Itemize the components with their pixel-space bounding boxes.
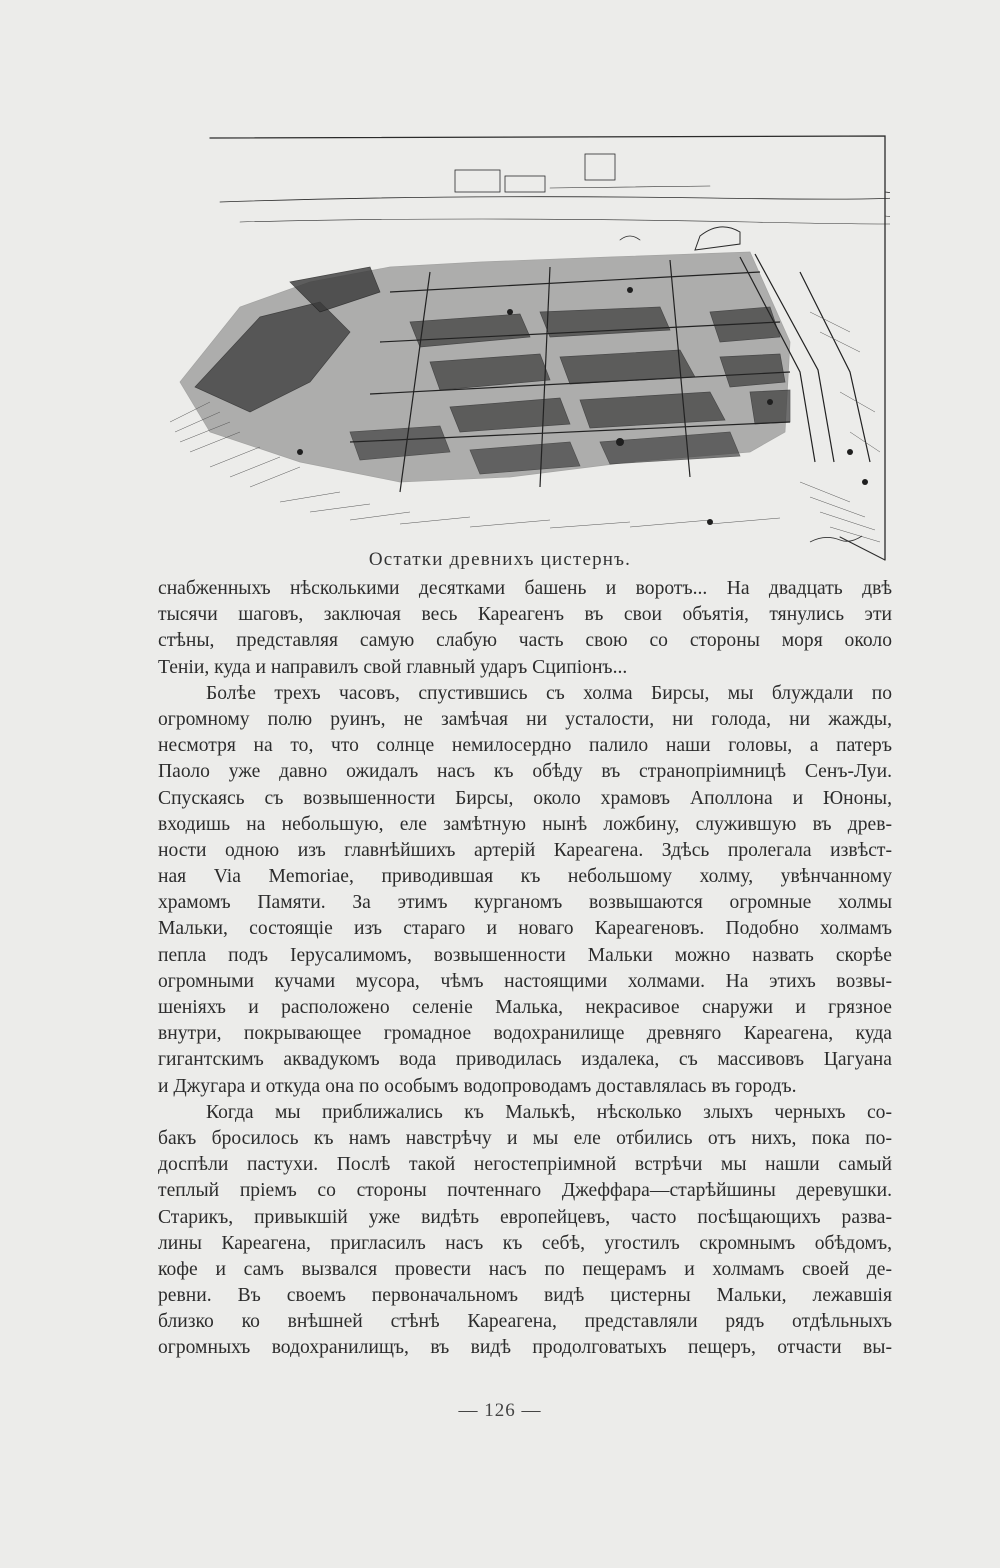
body-text (158, 576, 892, 1362)
text-line: Паоло уже давно ожидалъ насъ къ обѣду въ странопріимницѣ Сенъ-Луи. (158, 761, 892, 783)
text-line: Старикъ, привыкшій уже видѣть европейцевъ, часто посѣщающихъ разва- (158, 1206, 892, 1228)
text-line: кофе и самъ вызвался провести насъ по пещерамъ и холмамъ своей де- (158, 1258, 892, 1280)
cisterns-engraving-drawing (150, 132, 890, 562)
text-line: ревни. Въ своемъ первоначальномъ видѣ цистерны Мальки, лежавшія (158, 1285, 892, 1307)
figure-caption: Остатки древнихъ цистернъ. (368, 549, 632, 570)
text-line: пепла подъ Іерусалимомъ, возвышенности Мальки можно назвать скорѣе (158, 944, 892, 966)
text-line: храмомъ Памяти. За этимъ курганомъ возвышаются огромные холмы (158, 892, 892, 914)
text-line: внутри, покрывающее громадное водохранилище древняго Кареагена, куда (158, 1023, 892, 1045)
text-line: близко ко внѣшней стѣнѣ Кареагена, представляли рядъ отдѣльныхъ (158, 1311, 892, 1333)
text-line: Болѣе трехъ часовъ, спустившись съ холма Бирсы, мы блуждали по (206, 682, 892, 704)
text-line: огромными кучами мусора, чѣмъ настоящими холмами. На этихъ возвы- (158, 970, 892, 992)
text-line: гигантскимъ аквадукомъ вода приводилась издалека, съ массивовъ Цагуана (158, 1049, 892, 1071)
text-line: несмотря на то, что солнце немилосердно палило наши головы, а патеръ (158, 735, 892, 757)
text-line: тысячи шаговъ, заключая весь Кареагенъ въ свои объятія, тянулись эти (158, 604, 892, 626)
text-line: входишь на небольшую, еле замѣтную нынѣ ложбину, служившую въ древ- (158, 813, 892, 835)
text-line: стѣны, представляя самую слабую часть свою со стороны моря около (158, 630, 892, 652)
text-line: и Джугара и откуда она по особымъ водопроводамъ доставлялась въ городъ. (158, 1075, 797, 1097)
engraving-cisterns-ruins (150, 132, 890, 562)
text-line: теплый пріемъ со стороны почтеннаго Джеффара—старѣйшины деревушки. (158, 1180, 892, 1202)
page-number: — 126 — (458, 1400, 542, 1421)
text-line: Теніи, куда и направилъ свой главный ударъ Сципіонъ... (158, 656, 628, 678)
text-line: ная Via Memoriae, приводившая къ небольшому холму, увѣнчанному (158, 866, 892, 888)
text-line: снабженныхъ нѣсколькими десятками башень и воротъ... На двадцать двѣ (158, 578, 892, 599)
text-line: Мальки, состоящіе изъ стараго и новаго Кареагеновъ. Подобно холмамъ (158, 918, 892, 940)
text-line: Спускаясь съ возвышенности Бирсы, около храмовъ Аполлона и Юноны, (158, 787, 892, 809)
text-line: огромныхъ водохранилищъ, въ видѣ продолговатыхъ пещеръ, отчасти вы- (158, 1337, 892, 1359)
text-line: шеніяхъ и расположено селеніе Малька, некрасивое снаружи и грязное (158, 997, 892, 1018)
text-line: бакъ бросилось къ намъ навстрѣчу и мы еле отбились отъ нихъ, пока по- (158, 1127, 892, 1149)
text-line: доспѣли пастухи. Послѣ такой негостепріимной встрѣчи мы нашли самый (158, 1154, 892, 1176)
text-line: Когда мы приближались къ Малькѣ, нѣсколько злыхъ черныхъ со- (206, 1101, 892, 1123)
text-line: лины Кареагена, пригласилъ насъ къ себѣ, угостилъ скромнымъ обѣдомъ, (158, 1232, 892, 1254)
text-line: огромному полю руинъ, не замѣчая ни усталости, ни голода, ни жажды, (158, 708, 892, 730)
text-line: ности одною изъ главнѣйшихъ артерій Кареагена. Здѣсь пролегала извѣст- (158, 839, 892, 861)
